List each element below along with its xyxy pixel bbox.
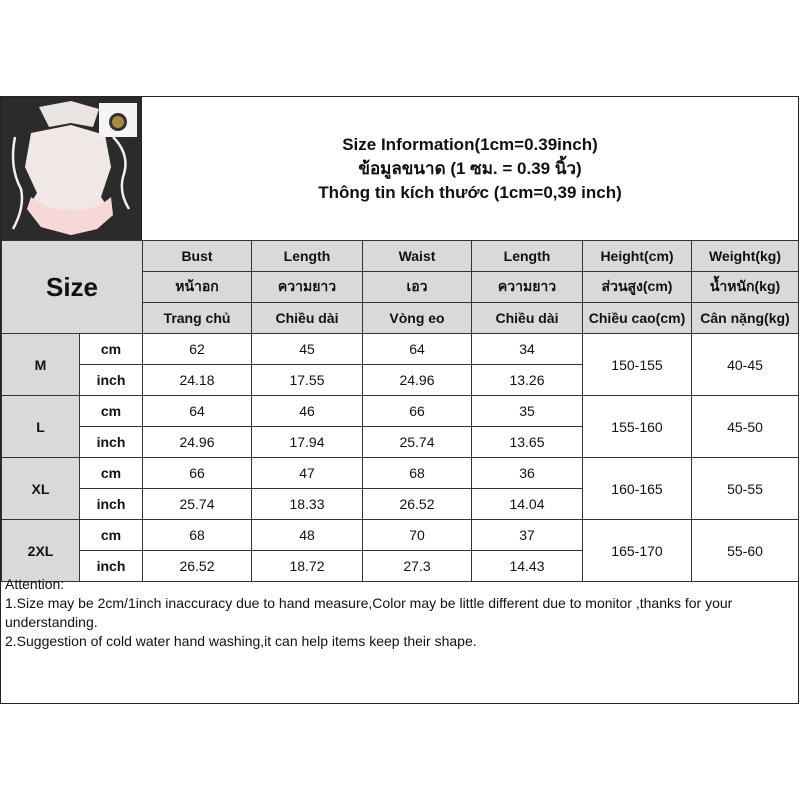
table-cell: 13.26 <box>472 365 583 396</box>
table-cell: 18.33 <box>252 489 363 520</box>
col-header: ความยาว <box>472 272 583 303</box>
col-header: Length <box>472 241 583 272</box>
table-row <box>2 396 799 427</box>
col-header: Chiều dài <box>472 303 583 334</box>
header-line-thai: ข้อมูลขนาด (1 ซม. = 0.39 นิ้ว) <box>358 158 582 178</box>
header-line-vietnamese: Thông tin kích thước (1cm=0,39 inch) <box>318 182 622 202</box>
col-header: Chiều cao(cm) <box>583 303 692 334</box>
table-cell: 27.3 <box>363 551 472 582</box>
attention-notes <box>5 575 795 651</box>
height-range: 165-170 <box>583 520 692 582</box>
table-cell: 24.96 <box>363 365 472 396</box>
col-header: Chiều dài <box>252 303 363 334</box>
col-header: Length <box>252 241 363 272</box>
height-range: 150-155 <box>583 334 692 396</box>
table-cell: 26.52 <box>363 489 472 520</box>
table-cell: 18.72 <box>252 551 363 582</box>
table-cell: 25.74 <box>143 489 252 520</box>
header-line-english: Size Information(1cm=0.39inch) <box>342 134 598 154</box>
table-cell: 35 <box>472 396 583 427</box>
size-label: 2XL <box>2 520 80 582</box>
table-cell: 70 <box>363 520 472 551</box>
size-chart-sheet <box>0 96 799 704</box>
unit-label: inch <box>80 489 143 520</box>
size-label: M <box>2 334 80 396</box>
size-information-header <box>142 97 798 241</box>
size-label: XL <box>2 458 80 520</box>
table-row <box>2 520 799 551</box>
height-range: 160-165 <box>583 458 692 520</box>
table-cell: 13.65 <box>472 427 583 458</box>
table-cell: 14.04 <box>472 489 583 520</box>
col-header: Bust <box>143 241 252 272</box>
attention-note-2: 2.Suggestion of cold water hand washing,it can help items keep their shape. <box>5 633 477 649</box>
table-cell: 48 <box>252 520 363 551</box>
product-photo-illustration <box>1 97 142 241</box>
table-cell: 36 <box>472 458 583 489</box>
table-row <box>2 458 799 489</box>
table-cell: 26.52 <box>143 551 252 582</box>
table-cell: 64 <box>363 334 472 365</box>
col-header: เอว <box>363 272 472 303</box>
table-cell: 24.18 <box>143 365 252 396</box>
table-cell: 14.43 <box>472 551 583 582</box>
weight-range: 55-60 <box>692 520 799 582</box>
weight-range: 40-45 <box>692 334 799 396</box>
table-cell: 64 <box>143 396 252 427</box>
col-header: น้ำหนัก(kg) <box>692 272 799 303</box>
unit-label: inch <box>80 427 143 458</box>
table-cell: 25.74 <box>363 427 472 458</box>
unit-label: cm <box>80 458 143 489</box>
size-label: L <box>2 396 80 458</box>
weight-range: 45-50 <box>692 396 799 458</box>
table-cell: 24.96 <box>143 427 252 458</box>
col-header: หน้าอก <box>143 272 252 303</box>
col-header: Weight(kg) <box>692 241 799 272</box>
col-header: Trang chủ <box>143 303 252 334</box>
unit-label: cm <box>80 334 143 365</box>
col-header: Cân nặng(kg) <box>692 303 799 334</box>
weight-range: 50-55 <box>692 458 799 520</box>
size-table <box>1 240 799 582</box>
table-cell: 17.55 <box>252 365 363 396</box>
unit-label: cm <box>80 520 143 551</box>
unit-label: cm <box>80 396 143 427</box>
attention-title: Attention: <box>5 576 65 592</box>
size-column-title: Size <box>2 241 143 334</box>
table-row <box>2 334 799 365</box>
table-cell: 66 <box>143 458 252 489</box>
col-header: ส่วนสูง(cm) <box>583 272 692 303</box>
table-cell: 66 <box>363 396 472 427</box>
attention-note-1: 1.Size may be 2cm/1inch inaccuracy due to hand measure,Color may be little different due to monitor ,thanks for your understanding. <box>5 595 733 630</box>
table-cell: 37 <box>472 520 583 551</box>
col-header: ความยาว <box>252 272 363 303</box>
table-cell: 45 <box>252 334 363 365</box>
col-header: Height(cm) <box>583 241 692 272</box>
col-header: Waist <box>363 241 472 272</box>
unit-label: inch <box>80 365 143 396</box>
unit-label: inch <box>80 551 143 582</box>
table-cell: 46 <box>252 396 363 427</box>
table-cell: 47 <box>252 458 363 489</box>
table-cell: 68 <box>143 520 252 551</box>
table-cell: 62 <box>143 334 252 365</box>
header-row-english <box>2 241 799 272</box>
height-range: 155-160 <box>583 396 692 458</box>
table-cell: 17.94 <box>252 427 363 458</box>
table-cell: 34 <box>472 334 583 365</box>
col-header: Vòng eo <box>363 303 472 334</box>
product-photo <box>1 97 142 241</box>
table-cell: 68 <box>363 458 472 489</box>
